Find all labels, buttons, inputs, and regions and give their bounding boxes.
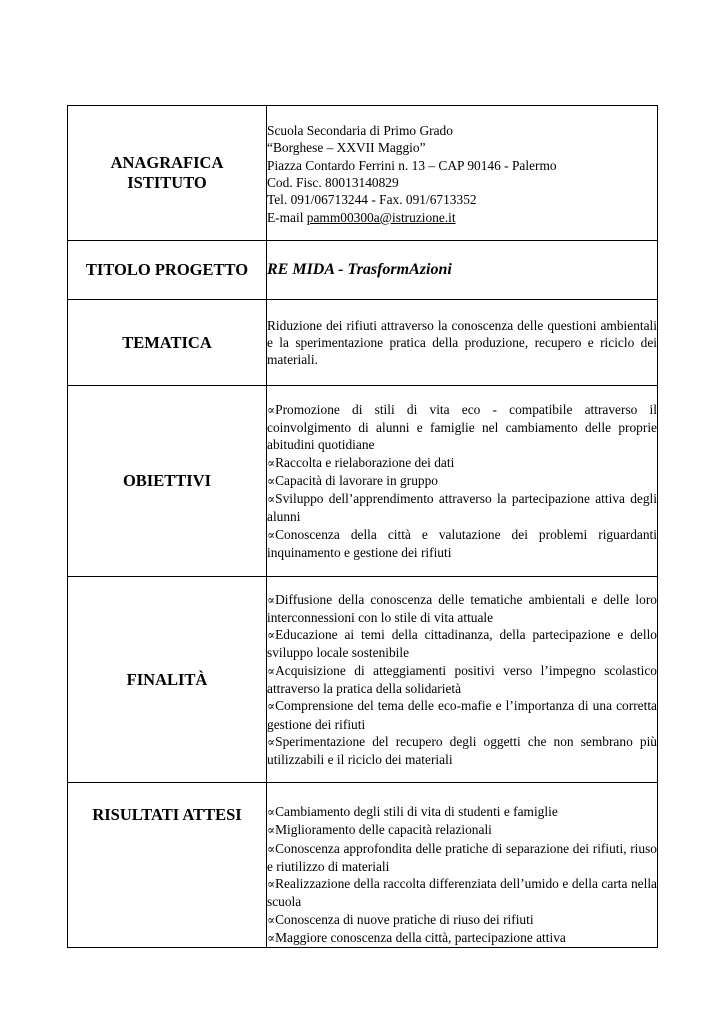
row-obiettivi (68, 386, 658, 577)
list-item: ∝Realizzazione della raccolta differenziata dell’umido e della carta nella scuola (267, 876, 657, 910)
list-item: ∝Sperimentazione del recupero degli oggetti che non sembrano più utilizzabili e il riciclo dei materiali (267, 733, 657, 768)
list-item: ∝Comprensione del tema delle eco-mafie e l’importanza di una corretta gestione dei rifiuti (267, 698, 657, 732)
content-anagrafica (267, 106, 658, 241)
row-risultati (68, 783, 658, 948)
bullet-icon: ∝ (267, 492, 276, 507)
email-prefix: E-mail (267, 209, 307, 225)
school-type: Scuola Secondaria di Primo Grado (267, 123, 453, 139)
list-item: ∝Miglioramento delle capacità relazionali (267, 822, 492, 838)
school-phone-fax: Tel. 091/06713244 - Fax. 091/6713352 (267, 192, 477, 208)
content-obiettivi (267, 386, 658, 577)
list-item: ∝Conoscenza di nuove pratiche di riuso dei rifiuti (267, 911, 534, 927)
label-tematica: TEMATICA (68, 300, 267, 386)
content-titolo (267, 241, 658, 300)
label-risultati: RISULTATI ATTESI (68, 783, 267, 948)
list-item: ∝Acquisizione di atteggiamenti positivi verso l’impegno scolastico attraverso la pratica della solidarietà (267, 662, 657, 696)
bullet-icon: ∝ (267, 805, 276, 819)
label-obiettivi: OBIETTIVI (68, 386, 267, 577)
bullet-icon: ∝ (267, 823, 276, 838)
email-link[interactable]: pamm00300a@istruzione.it (306, 209, 456, 225)
row-anagrafica (68, 106, 658, 241)
bullet-icon: ∝ (267, 402, 276, 417)
row-titolo (68, 241, 658, 300)
content-risultati (267, 783, 658, 948)
bullet-icon: ∝ (267, 473, 276, 488)
bullet-icon: ∝ (267, 527, 276, 542)
list-item: ∝Capacità di lavorare in gruppo (267, 472, 438, 488)
list-item: ∝Raccolta e rielaborazione dei dati (267, 454, 455, 470)
list-item: ∝Cambiamento degli stili di vita di studenti e famiglie (267, 804, 558, 819)
list-item: ∝Sviluppo dell’apprendimento attraverso la partecipazione attiva degli alunni (267, 491, 657, 525)
label-anagrafica-line2: ISTITUTO (127, 173, 207, 192)
school-email-line (267, 209, 657, 226)
bullet-icon: ∝ (267, 663, 276, 678)
project-title: RE MIDA - TrasformAzioni (267, 261, 452, 279)
bullet-icon: ∝ (267, 912, 276, 927)
project-sheet-table (67, 105, 658, 948)
row-finalita (68, 577, 658, 783)
bullet-icon: ∝ (267, 841, 276, 856)
bullet-icon: ∝ (267, 592, 276, 607)
list-item: ∝Diffusione della conoscenza delle tematiche ambientali e delle loro interconnessioni con lo stile di vita attuale (267, 591, 657, 625)
bullet-icon: ∝ (267, 455, 276, 470)
school-fiscal-code: Cod. Fisc. 80013140829 (267, 175, 399, 190)
school-name: “Borghese – XXVII Maggio” (267, 140, 426, 156)
bullet-icon: ∝ (267, 699, 276, 714)
bullet-icon: ∝ (267, 877, 276, 892)
list-item: ∝Educazione ai temi della cittadinanza, della partecipazione e dello sviluppo locale sostenibile (267, 627, 657, 661)
list-item: ∝Promozione di stili di vita eco - compatibile attraverso il coinvolgimento di alunni e famiglie nel cambiamento delle proprie abitudini quotidiane (267, 401, 657, 453)
list-item: ∝Conoscenza approfondita delle pratiche di separazione dei rifiuti, riuso e riutilizzo di materiali (267, 840, 657, 874)
label-titolo: TITOLO PROGETTO (68, 241, 267, 300)
bullet-icon: ∝ (267, 734, 276, 749)
list-item: ∝Conoscenza della città e valutazione dei problemi riguardanti inquinamento e gestione dei rifiuti (267, 526, 657, 561)
list-item: ∝Maggiore conoscenza della città, partecipazione attiva (267, 930, 566, 946)
bullet-icon: ∝ (267, 628, 276, 643)
label-finalita: FINALITÀ (68, 577, 267, 783)
content-tematica (267, 300, 658, 386)
bullet-icon: ∝ (267, 931, 276, 946)
school-address: Piazza Contardo Ferrini n. 13 – CAP 90146 - Palermo (267, 157, 557, 173)
label-anagrafica-line1: ANAGRAFICA (110, 153, 224, 172)
content-finalita (267, 577, 658, 783)
label-anagrafica (68, 106, 267, 241)
tematica-text: Riduzione dei rifiuti attraverso la conoscenza delle questioni ambientali e la sperimentazione pratica della produzione, recupero e riciclo dei materiali. (267, 317, 657, 368)
row-tematica (68, 300, 658, 386)
